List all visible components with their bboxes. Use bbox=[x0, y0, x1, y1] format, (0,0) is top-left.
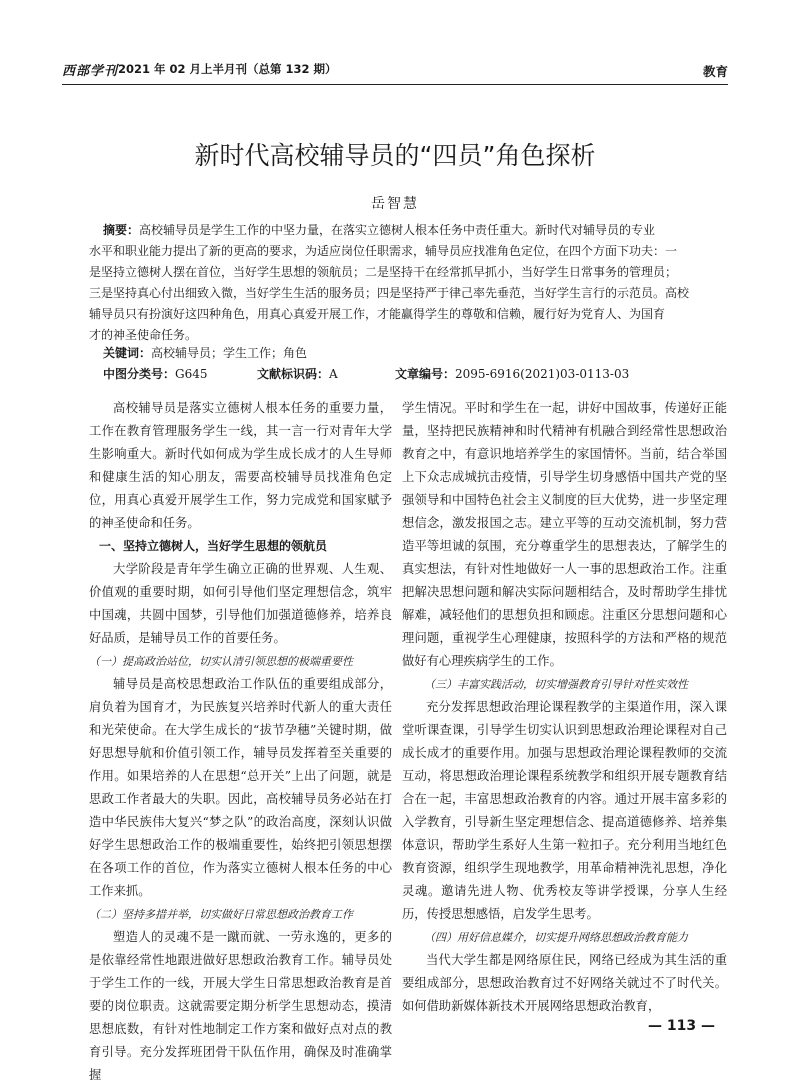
paragraph: 高校辅导员是落实立德树人根本任务的重要力量，工作在教育管理服务学生一线，其一言一行对青年大学生影响重大。新时代如何成为学生成长成才的人生导师和健康生活的知心朋友，需要高校辅导员找准角色定位，用真心真爱开展学生工作，努力完成党和国家赋予的神圣使命和任务。 bbox=[89, 401, 392, 530]
section-heading: 一、坚持立德树人，当好学生思想的领航员 bbox=[99, 539, 328, 553]
paragraph: 充分发挥思想政治理论课程教学的主渠道作用，深入课堂听课查课，引导学生切实认识到思想政治理论课程对自己成长成才的重要作用。加强与思想政治理论课程教师的交流互动，将思想政治理论课程系统教学和组织开展专题教育结合在一起，丰富思想政治教育的内容。通过开展丰富多彩的入学教育，引导新生坚定理想信念、提高道德修养、培养集体意识，帮助学生系好人生第一粒扣子。充分利用当地红色教育资源，组织学生现地教学，用革命精神洗礼思想，净化灵魂。邀请先进人物、优秀校友等讲学授课，分享人生经历，传授思想感悟，启发学生思考。 bbox=[402, 700, 727, 921]
doc-code-label: 文献标识码： bbox=[257, 367, 330, 381]
page-number: — 113 — bbox=[648, 1018, 715, 1034]
section-tag: 教育 bbox=[702, 64, 728, 79]
paragraph: 当代大学生都是网络原住民，网络已经成为其生活的重要组成部分，思想政治教育过不好网络关就过不了时代关。如何借助新媒体新技术开展网络思想政治教育， bbox=[402, 953, 727, 1013]
body-left-column bbox=[89, 397, 392, 1087]
keywords-value: 高校辅导员；学生工作；角色 bbox=[151, 346, 308, 360]
abstract-line: 水平和职业能力提出了新的更高的要求，为适应岗位任职需求，辅导员应找准角色定位，在四个方面下功夫：一 bbox=[89, 244, 678, 258]
document-code bbox=[257, 365, 338, 382]
article-author: 岳智慧 bbox=[371, 196, 419, 212]
subsection-heading: （三）丰富实践活动，切实增强教育引导针对性实效性 bbox=[424, 678, 688, 691]
abstract bbox=[89, 220, 715, 346]
subsection-heading: （一）提高政治站位，切实认清引领思想的极端重要性 bbox=[89, 655, 353, 668]
clc-number bbox=[103, 365, 208, 382]
article-no-label: 文章编号： bbox=[395, 367, 456, 381]
article-title: 新时代高校辅导员的“四员”角色探析 bbox=[194, 141, 596, 170]
subsection-heading: （四）用好信息媒介，切实提升网络思想政治教育能力 bbox=[424, 931, 688, 944]
keywords-label: 关键词： bbox=[103, 346, 152, 360]
running-header bbox=[62, 60, 728, 82]
issue-info: 2021 年 02 月上半月刊（总第 132 期） bbox=[118, 62, 337, 76]
journal-logo: 西部学刊 bbox=[62, 64, 119, 79]
abstract-line: 是坚持立德树人摆在首位，当好学生思想的领航员；二是坚持干在经常抓早抓小，当好学生日常事务的管理员； bbox=[89, 265, 678, 279]
clc-label: 中图分类号： bbox=[103, 367, 176, 381]
article-number bbox=[395, 365, 629, 382]
article-no-value: 2095-6916(2021)03-0113-03 bbox=[455, 367, 630, 381]
abstract-line: 三是坚持真心付出细致入微，当好学生生活的服务员；四是坚持严于律己率先垂范，当好学生言行的示范员。高校 bbox=[89, 286, 690, 300]
paragraph: 塑造人的灵魂不是一蹴而就、一劳永逸的，更多的是依靠经常性地跟进做好思想政治教育工作。辅导员处于学生工作的一线，开展大学生日常思想政治教育是首要的岗位职责。这就需要定期分析学生思想动态，摸清思想底数，有针对性地制定工作方案和做好点对点的教育引导。充分发挥班团骨干队伍作用，确保及时准确掌握 bbox=[89, 930, 392, 1082]
clc-value: G645 bbox=[175, 367, 208, 381]
abstract-label: 摘要： bbox=[103, 223, 140, 237]
body-right-column bbox=[402, 397, 727, 1018]
keywords bbox=[103, 344, 307, 361]
paragraph: 学生情况。平时和学生在一起，讲好中国故事，传递好正能量，坚持把民族精神和时代精神有机融合到经常性思想政治教育之中，有意识地培养学生的家国情怀。当前，结合举国上下众志成城抗击疫情，引导学生切身感悟中国共产党的坚强领导和中国特色社会主义制度的巨大优势，进一步坚定理想信念，激发报国之志。建立平等的互动交流机制，努力营造平等坦诚的氛围，充分尊重学生的思想表达，了解学生的真实想法，有针对性地做好一人一事的思想政治工作。注重把解决思想问题和解决实际问题相结合，及时帮助学生排忧解难，减轻他们的思想负担和顾虑。注重区分思想问题和心理问题，重视学生心理健康，按照科学的方法和严格的规范做好有心理疾病学生的工作。 bbox=[402, 401, 727, 668]
paragraph: 辅导员是高校思想政治工作队伍的重要组成部分，肩负着为国育才，为民族复兴培养时代新人的重大责任和光荣使命。在大学生成长的“拔节孕穗”关键时期，做好思想导航和价值引领工作，辅导员发挥着至关重要的作用。如果培养的人在思想“总开关”上出了问题，就是思政工作者最大的失职。因此，高校辅导员务必站在打造中华民族伟大复兴“梦之队”的政治高度，深刻认识做好学生思想政治工作的极端重要性，始终把引领思想摆在各项工作的首位，作为落实立德树人根本任务的中心工作来抓。 bbox=[89, 677, 392, 898]
paragraph: 大学阶段是青年学生确立正确的世界观、人生观、价值观的重要时期，如何引导他们坚定理想信念，筑牢中国魂，共圆中国梦，引导他们加强道德修养，培养良好品质，是辅导员工作的首要任务。 bbox=[89, 562, 392, 645]
abstract-line: 高校辅导员是学生工作的中坚力量，在落实立德树人根本任务中责任重大。新时代对辅导员的专业 bbox=[139, 223, 656, 237]
subsection-heading: （二）坚持多措并举，切实做好日常思想政治教育工作 bbox=[89, 908, 353, 921]
header-rule bbox=[62, 84, 728, 85]
abstract-line: 辅导员只有扮演好这四种角色，用真心真爱开展工作，才能赢得学生的尊敬和信赖，履行好为党育人、为国育 bbox=[89, 307, 666, 321]
doc-code-value: A bbox=[329, 367, 338, 381]
abstract-line: 才的神圣使命任务。 bbox=[89, 328, 198, 342]
